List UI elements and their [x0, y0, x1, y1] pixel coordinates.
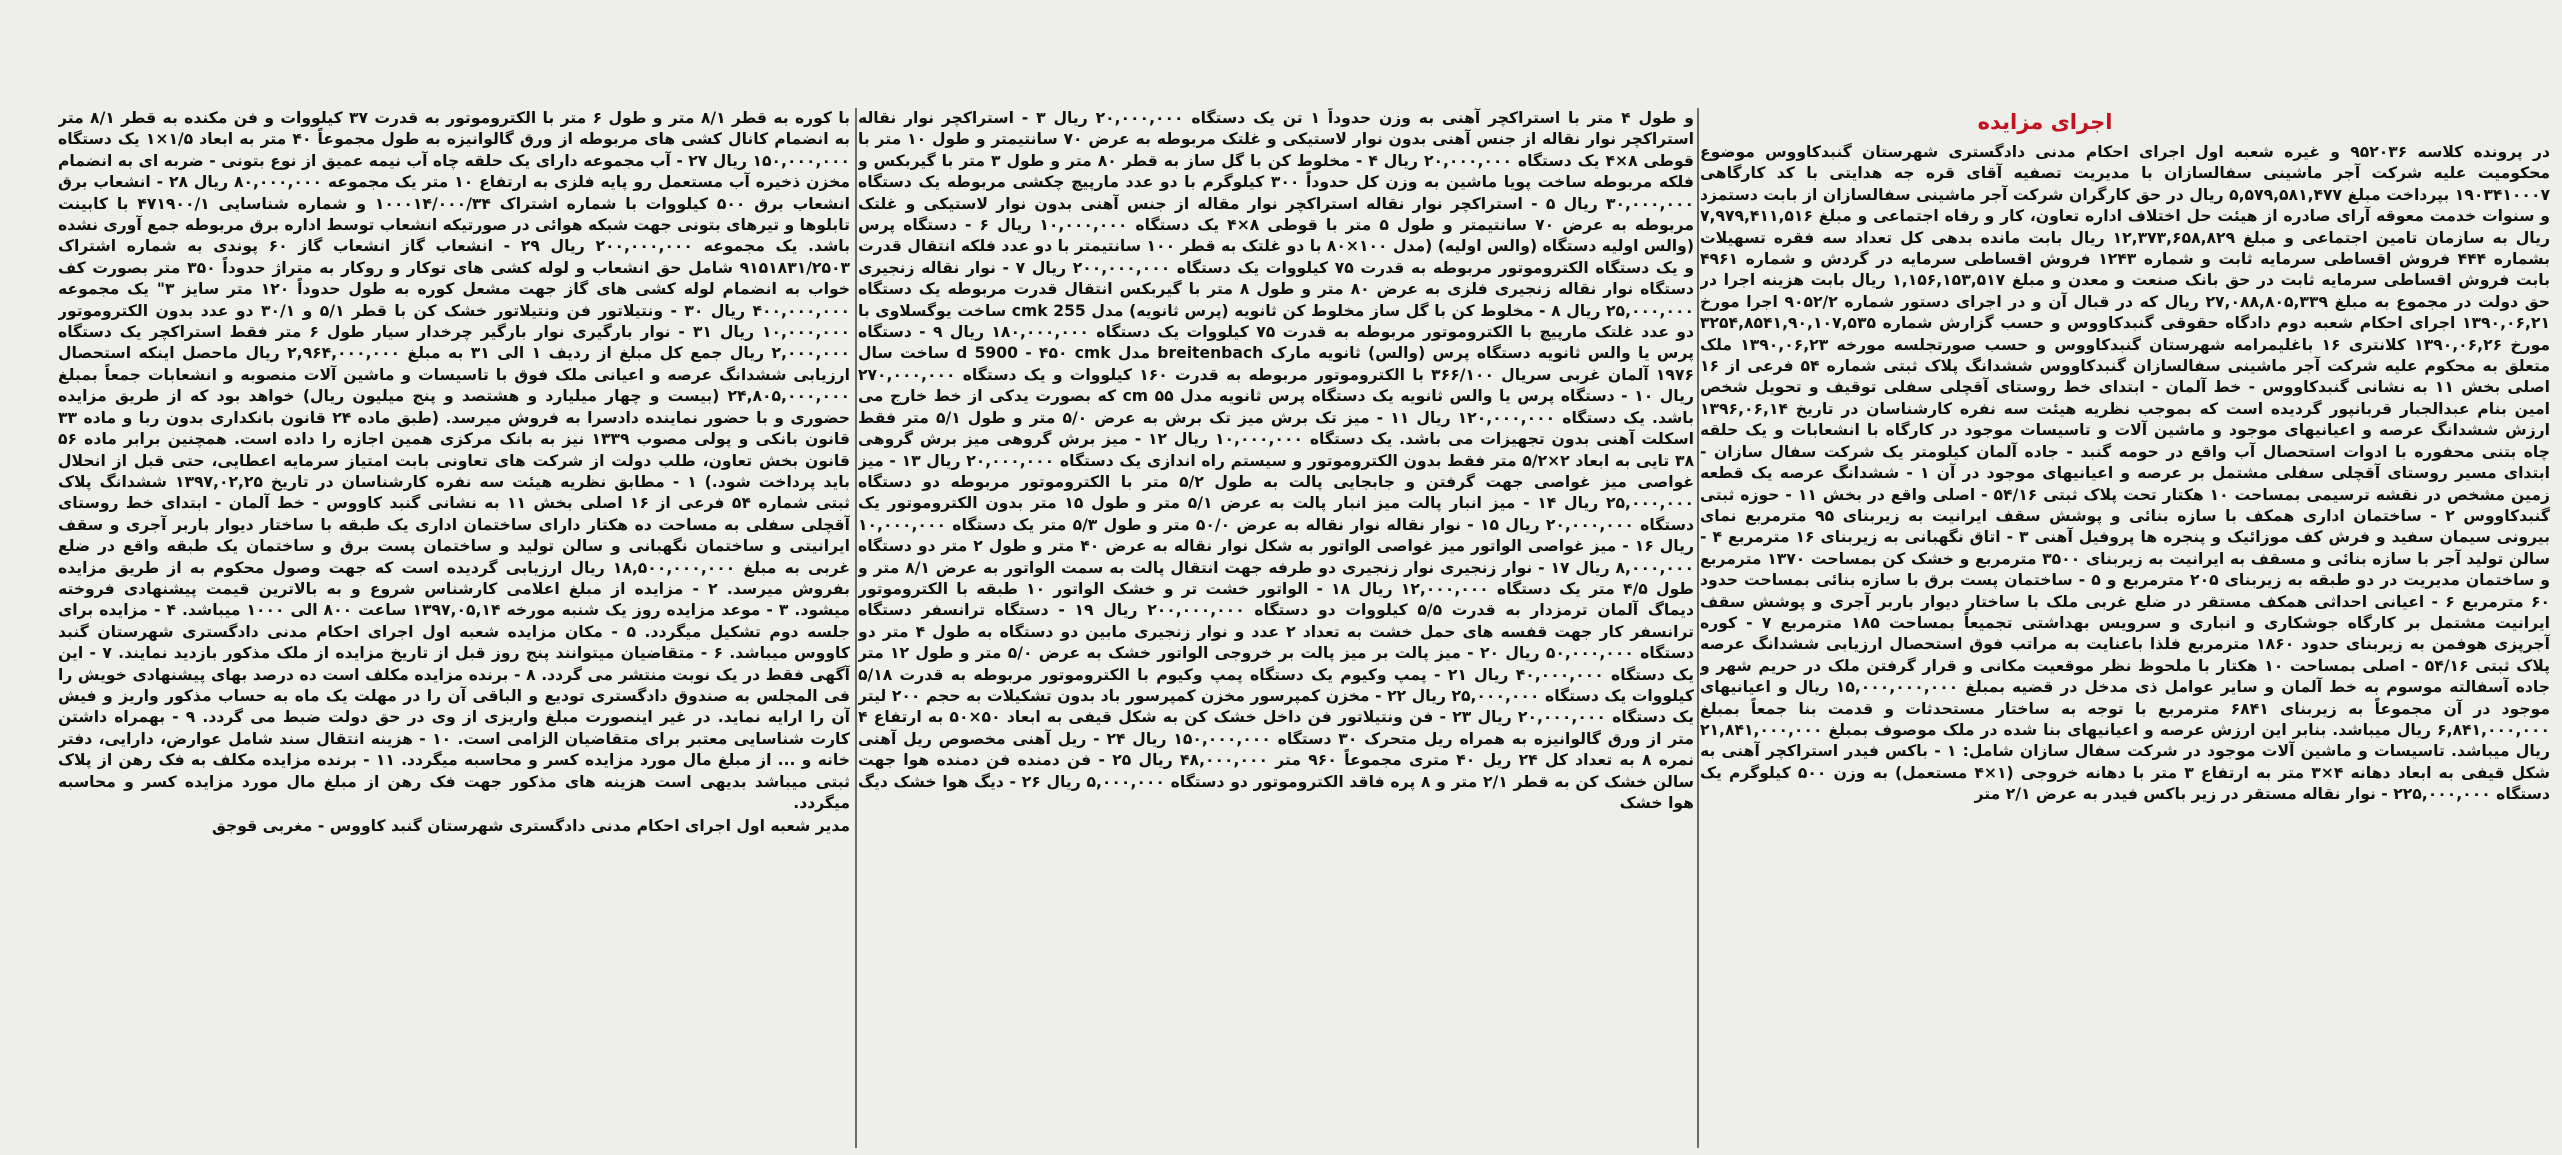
signature-line: مدیر شعبه اول اجرای احکام مدنی دادگستری شهرستان گنبد کاووس - مغربی قوجق — [211, 817, 850, 836]
column-divider — [1697, 108, 1699, 1148]
notice-title: اجرای مزایده — [1977, 110, 2113, 134]
column-middle-text: و طول ۴ متر با استراکچر آهنی به وزن حدوداً ۱ تن یک دستگاه ۲۰,۰۰۰,۰۰۰ ریال ۳ - استراکچر نوار نقاله استراکچر نوار نقاله از جنس آهنی بدون نوار لاستیکی و غلتک مربوطه به عرض ۷۰ سانتیمتر و طول ۱۰ متر با قوطی ۸×۴ یک دستگاه ۲۰,۰۰۰,۰۰۰ ریال ۴ - مخلوط کن با گل ساز به قطر ۸۰ متر و طول ۳ متر با گیربکس و فلکه مربوطه ساخت پویا ماشین به وزن کل حدوداً ۳۰۰ کیلوگرم با دو عدد مارپیچ چکشی مربوطه یک دستگاه ۳۰,۰۰۰,۰۰۰ ریال ۵ - استراکچر نوار نقاله استراکچر نوار مقاله از جنس آهنی بدون نوار لاستیکی و غلتک مربوطه به عرض ۷۰ سانتیمتر و طول ۵ متر با قوطی ۸×۴ یک دستگاه ۱۰,۰۰۰,۰۰۰ ریال ۶ - دستگاه پرس (والس اولیه دستگاه (والس اولیه) (مدل ۱۰۰×۸۰ با دو غلتک به قطر ۱۰۰ سانتیمتر با دو عدد فلکه انتقال قدرت و یک دستگاه الکتروموتور مربوطه به قدرت ۷۵ کیلووات یک دستگاه ۲۰۰,۰۰۰,۰۰۰ ریال ۷ - نوار نقاله زنجیری دستگاه نوار نقاله زنجیری فلزی به عرض ۸۰ متر و طول ۸ متر با گیربکس انتقال قدرت مربوطه یک دستگاه ۲۵,۰۰۰,۰۰۰ ریال ۸ - مخلوط کن با گل ساز مخلوط کن ثانویه (پرس ثانویه) مدل cmk 255 ساخت یوگسلاوی با دو عدد غلتک مارپیچ با الکتروموتور مربوطه به قدرت ۷۵ کیلووات یک دستگاه ۱۸۰,۰۰۰,۰۰۰ ریال ۹ - دستگاه پرس یا والس ثانویه دستگاه پرس (والس) ثانویه مارک breitenbach مدل d 5900 - ۴۵۰ cmk ساخت سال ۱۹۷۶ آلمان غربی سریال ۳۶۶/۱۰۰ با الکتروموتور مربوطه به قدرت ۱۶۰ کیلووات و یک دستگاه ۲۷۰,۰۰۰,۰۰۰ ریال ۱۰ - دستگاه پرس یا والس ثانویه یک دستگاه پرس ثانویه مدل cm ۵۵ که بصورت یدکی از خط خارج می باشد. یک دستگاه ۱۲۰,۰۰۰,۰۰۰ ریال ۱۱ - میز تک برش میز تک برش به عرض ۵/۰ متر و طول ۵/۱ متر فقط اسکلت آهنی بدون تجهیزات می باشد. یک دستگاه ۱۰,۰۰۰,۰۰۰ ریال ۱۲ - میز برش گروهی میز برش گروهی ۳۸ تایی به ابعاد ۲×۵/۲ متر فقط بدون الکتروموتور و سیستم راه اندازی یک دستگاه ۲۰,۰۰۰,۰۰۰ ریال ۱۳ - میز غواصی میز غواصی جهت گرفتن و جابجایی پالت به طول ۵/۲ متر با الکتروموتور مربوطه دو دستگاه ۲۵,۰۰۰,۰۰۰ ریال ۱۴ - میز انبار پالت میز انبار پالت به عرض ۵/۱ متر و طول ۱۵ متر بدون الکتروموتور یک دستگاه ۲۰,۰۰۰,۰۰۰ ریال ۱۵ - نوار نقاله نوار نقاله به عرض ۵۰/۰ متر و طول ۵/۳ متر یک دستگاه ۱۰,۰۰۰,۰۰۰ ریال ۱۶ - میز غواصی الواتور میز غواصی الواتور به شکل نوار نقاله به عرض ۴۰ متر و طول ۲ متر دو دستگاه ۸,۰۰۰,۰۰۰ ریال ۱۷ - نوار زنجیری نوار زنجیری دو طرفه جهت انتقال پالت به سمت الواتور به عرض ۸/۱ متر و طول ۴/۵ متر یک دستگاه ۱۲,۰۰۰,۰۰۰ ریال ۱۸ - الواتور خشت تر و خشک الواتور ۱۰ طبقه با الکتروموتور دیماگ آلمان ترمزدار به قدرت ۵/۵ کیلووات دو دستگاه ۲۰۰,۰۰۰,۰۰۰ ریال ۱۹ - دستگاه ترانسفر دستگاه ترانسفر کار جهت قفسه های حمل خشت به تعداد ۲ عدد و نوار زنجیری مابین دو دستگاه به طول ۴ متر دو دستگاه ۵۰,۰۰۰,۰۰۰ ریال ۲۰ - میز پالت بر میز پالت بر خروجی الواتور خشک به عرض ۵/۰ متر و طول ۱۲ متر یک دستگاه ۴۰,۰۰۰,۰۰۰ ریال ۲۱ - پمپ وکیوم یک دستگاه پمپ وکیوم با الکتروموتور مربوطه به قدرت ۵/۱۸ کیلووات یک دستگاه ۲۵,۰۰۰,۰۰۰ ریال ۲۲ - مخزن کمپرسور مخزن کمپرسور باد بدون تشکیلات به حجم ۲۰۰ لیتر یک دستگاه ۲۰,۰۰۰,۰۰۰ ریال ۲۳ - فن ونتیلاتور فن داخل خشک کن به شکل قیفی به ابعاد ۵۰×۵۰ به ارتفاع ۴ متر از ورق گالوانیزه به همراه ریل متحرک ۳۰ دستگاه ۱۵۰,۰۰۰,۰۰۰ ریال ۲۴ - ریل آهنی مخصوص ریل آهنی نمره ۸ به تعداد کل ۲۴ ریل ۴۰ متری مجموعاً ۹۶۰ متر ۴۸,۰۰۰,۰۰۰ ریال ۲۵ - فن دمنده فن دمنده هوا جهت سالن خشک کن به قطر ۲/۱ متر و ۸ پره فاقد الکتروموتور دو دستگاه ۵,۰۰۰,۰۰۰ ریال ۲۶ - دیگ هوا خشک دیگ هوا خشک — [858, 109, 1694, 812]
column-divider — [855, 108, 857, 1148]
column-left-text: با کوره به قطر ۸/۱ متر و طول ۶ متر با الکتروموتور به قدرت ۳۷ کیلووات و فن مکنده به قطر ۸/۱ متر به انضمام کانال کشی های مربوطه از ورق گالوانیزه به طول مجموعاً ۴۰ متر به ابعاد ۱/۵×۱ یک دستگاه ۱۵۰,۰۰۰,۰۰۰ ریال ۲۷ - آب مجموعه دارای یک حلقه چاه آب نیمه عمیق از نوع بتونی - ضربه ای به انضمام مخزن ذخیره آب مستعمل رو پایه فلزی به ارتفاع ۱۰ متر یک مجموعه ۸۰,۰۰۰,۰۰۰ ریال ۲۸ - انشعاب برق انشعاب برق ۵۰۰ کیلووات با شماره اشتراک ۱۰۰۰۱۴/۰۰۰/۳۴ و شماره شناسایی ۴۷۱۹۰۰/۱ با کابینت تابلوها و تیرهای بتونی جهت شبکه هوائی در صورتیکه انشعاب توسط اداره برق مربوطه جمع آوری نشده باشد. یک مجموعه ۲۰۰,۰۰۰,۰۰۰ ریال ۲۹ - انشعاب گاز انشعاب گاز ۶۰ پوندی به شماره اشتراک ۹۱۵۱۸۳۱/۲۵۰۳ شامل حق انشعاب و لوله کشی های توکار و روکار به متراژ حدوداً ۳۵۰ متر بصورت کف خواب به انضمام لوله کشی های گاز جهت مشعل کوره به طول حدوداً ۱۲۰ متر سایز ۳" یک مجموعه ۴۰۰,۰۰۰,۰۰۰ ریال ۳۰ - ونتیلاتور فن ونتیلاتور خشک کن با قطر ۵/۱ و ۳۰/۱ دو عدد بدون الکتروموتور ۱۰,۰۰۰,۰۰۰ ریال ۳۱ - نوار بارگیری نوار بارگیر چرخدار سیار طول ۶ متر فقط استراکچر یک دستگاه ۲,۰۰۰,۰۰۰ ریال جمع کل مبلغ از ردیف ۱ الی ۳۱ به مبلغ ۲,۹۶۴,۰۰۰,۰۰۰ ریال ماحصل اینکه استحصال ارزیابی ششدانگ عرصه و اعیانی ملک فوق با تاسیسات و ماشین آلات منصوبه و انشعابات جمعاً بمبلغ ۲۴,۸۰۵,۰۰۰,۰۰۰ (بیست و چهار میلیارد و هشتصد و پنج میلیون ریال) خواهد بود که از طریق مزایده حضوری و با حضور نماینده دادسرا به فروش میرسد. (طبق ماده ۲۴ قانون بانکداری بدون ربا و ماده ۳۳ قانون بانکی و پولی مصوب ۱۳۳۹ نیز به بانک مرکزی همین اجازه را داده است. همچنین برابر ماده ۵۶ قانون بخش تعاون، طلب دولت از شرکت های تعاونی بابت امتیاز سرمایه اعطایی، حتی قبل از انحلال باید پرداخت شود.) ۱ - مطابق نظریه هیئت سه نفره کارشناسان در تاریخ ۱۳۹۷,۰۲,۲۵ ششدانگ پلاک ثبتی شماره ۵۴ فرعی از ۱۶ اصلی بخش ۱۱ به نشانی گنبد کاووس - خط آلمان - ابتدای خط روستای آقچلی سفلی به مساحت ده هکتار دارای ساختمان اداری یک طبقه با ساختار دیوار باربر آجری و سقف ایرانیتی و ساختمان نگهبانی و سالن تولید و ساختمان پست برق و ساختمان یک طبقه واقع در ضلع غربی به مبلغ ۱۸,۵۰۰,۰۰۰,۰۰۰ ریال ارزیابی گردیده است که جهت وصول محکوم به از طریق مزایده بفروش میرسد. ۲ - مزایده از مبلغ اعلامی کارشناس شروع و به بالاترین قیمت پیشنهادی فروخته میشود. ۳ - موعد مزایده روز یک شنبه مورخه ۱۳۹۷,۰۵,۱۴ ساعت ۸۰۰ الی ۱۰۰۰ میباشد. ۴ - مزایده برای جلسه دوم تشکیل میگردد. ۵ - مکان مزایده شعبه اول اجرای احکام مدنی دادگستری شهرستان گنبد کاووس میباشد. ۶ - متقاضیان میتوانند پنج روز قبل از تاریخ مزایده از ملک مذکور بازدید نمایند. ۷ - این آگهی فقط در یک نوبت منتشر می گردد. ۸ - برنده مزایده مکلف است ده درصد بهای پیشنهادی خویش را فی المجلس به صندوق دادگستری تودیع و الباقی آن را در مهلت یک ماه به حساب مذکور واریز و فیش آن را ارایه نماید. در غیر اینصورت مبلغ واریزی از وی در حق دولت ضبط می گردد. ۹ - بهمراه داشتن کارت شناسایی معتبر برای متقاضیان الزامی است. ۱۰ - هزینه انتقال سند شامل عوارض، دارایی، دفتر خانه و ... از مبلغ مال مورد مزایده کسر و محاسبه میگردد. ۱۱ - برنده مزایده مکلف به فک رهن از پلاک ثبتی میباشد بدیهی است هزینه های مذکور جهت فک رهن از مبلغ مال مورد مزایده کسر و محاسبه میگردد. — [58, 109, 850, 812]
notice-column-right — [1700, 142, 2550, 1148]
notice-column-left — [58, 108, 850, 1148]
column-right-text: در پرونده کلاسه ۹۵۲۰۳۶ و غیره شعبه اول اجرای احکام مدنی دادگستری شهرستان گنبدکاووس موضوع محکومیت علیه شرکت آجر ماشینی سفالسازان با مدیریت تصفیه آقای قره جه هدایتی با کد کارگاهی ۱۹۰۳۴۱۰۰۰۷ بپرداخت مبلغ ۵,۵۷۹,۵۸۱,۴۷۷ ریال در حق کارگران شرکت آجر ماشینی سفالسازان از بابت دستمزد و سنوات خدمت معوقه آرای صادره از هیئت حل اختلاف اداره تعاون، کار و رفاه اجتماعی و مبلغ ۷,۹۷۹,۴۱۱,۵۱۶ ریال به سازمان تامین اجتماعی و مبلغ ۱۲,۳۷۳,۶۵۸,۸۲۹ ریال بابت مانده بدهی کل تعداد سه فقره تسهیلات بشماره ۴۴۴ فروش اقساطی سرمایه ثابت و شماره ۱۲۴۳ فروش اقساطی سرمایه در گردش و شماره ۴۹۶۱ بابت فروش اقساطی سرمایه ثابت در حق بانک صنعت و معدن و مبلغ ۱,۱۵۶,۱۵۳,۵۱۷ ریال بابت هزینه اجرا در حق دولت در مجموع به مبلغ ۲۷,۰۸۸,۸۰۵,۳۳۹ ریال که در قبال آن و در اجرای دستور شماره ۹۰۵۲/۲ اجرا مورخ ۱۳۹۰,۰۶,۲۱ اجرای احکام شعبه دوم دادگاه حقوقی گنبدکاووس و حسب گزارش شماره ۳۲۵۴,۸۵۴۱,۹۰,۱۰۷,۵۳۵ مورخ ۱۳۹۰,۰۶,۲۶ کلانتری ۱۶ باغلیمرامه شهرستان گنبدکاووس و حسب صورتجلسه مورخه ۱۳۹۰,۰۶,۲۳ ملک متعلق به محکوم علیه شرکت آجر ماشینی سفالسازان گنبدکاووس ششدانگ پلاک ثبتی شماره ۵۴ فرعی از ۱۶ اصلی بخش ۱۱ به نشانی گنبدکاووس - خط آلمان - ابتدای خط روستای آقچلی سفلی توقیف و تحویل شخص امین بنام عبدالجبار قربانپور گردیده است که بموجب نظریه هیئت سه نفره کارشناسان در تاریخ ۱۳۹۶,۰۶,۱۴ ارزش ششدانگ عرصه و اعیانیهای موجود و ماشین آلات و تاسیسات موجود در کارگاه با انشعابات و یک حلقه چاه بتنی محفوره با ادوات استحصال آب واقع در حومه گنبد - جاده آلمان کیلومتر یک شرکت سفال سازان - ابتدای مسیر روستای آقچلی سفلی مشتمل بر عرصه و اعیانیهای موجود در آن ۱ - ششدانگ عرصه یک قطعه زمین مشخص در نقشه ترسیمی بمساحت ۱۰ هکتار تحت پلاک ثبتی ۵۴/۱۶ - اصلی واقع در بخش ۱۱ - حوزه ثبتی گنبدکاووس ۲ - ساختمان اداری همکف با سازه بنائی و پوشش سقف ایرانیت به زیربنای ۹۵ مترمربع نمای بیرونی سیمان سفید و فرش کف موزائیک و پنجره ها پروفیل آهنی ۳ - اتاق نگهبانی به زیربنای ۱۶ مترمربع ۴ - سالن تولید آجر با سازه بنائی و مسقف به ایرانیت به زیربنای ۳۵۰۰ مترمربع و خشک کن بمساحت ۱۳۷۰ مترمربع و ساختمان مدیریت در دو طبقه به زیربنای ۲۰۵ مترمربع و ۵ - ساختمان پست برق با سازه بنائی بمساحت حدود ۶۰ مترمربع ۶ - اعیانی احداثی همکف مستقر در ضلع غربی ملک با ساختار دیوار باربر آجری و پوشش سقف ایرانیت مشتمل بر کارگاه جوشکاری و انباری و سرویس بهداشتی تجمیعاً بمساحت ۱۸۵ مترمربع ۷ - کوره آجرپزی هوفمن به زیربنای حدود ۱۸۶۰ مترمربع فلذا باعنایت به مراتب فوق استحصال ارزیابی ششدانگ عرصه پلاک ثبتی ۵۴/۱۶ - اصلی بمساحت ۱۰ هکتار با ملحوظ نظر موقعیت مکانی و قرار گرفتن ملک در حریم شهر و جاده آسفالته موسوم به خط آلمان و سایر عوامل ذی مدخل در قضیه بمبلغ ۱۵,۰۰۰,۰۰۰,۰۰۰ ریال و اعیانیهای موجود در آن مجموعاً به زیربنای ۶۸۴۱ مترمربع با توجه به ساختار مستحدثات و قدمت بنا جمعاً بمبلغ ۶,۸۴۱,۰۰۰,۰۰۰ ریال میباشد. بنابر این ارزش عرصه و اعیانیهای بنا شده در ملک موصوف بمبلغ ۲۱,۸۴۱,۰۰۰,۰۰۰ ریال میباشد. تاسیسات و ماشین آلات موجود در شرکت سفال سازان شامل: ۱ - باکس فیدر استراکچر آهنی به شکل قیفی به ابعاد دهانه ۴×۳ متر به ارتفاع ۳ متر با دهانه خروجی (۱×۴ مستعمل) به وزن ۵۰۰ کیلوگرم یک دستگاه ۲۲۵,۰۰۰,۰۰۰ - نوار نقاله مستقر در زیر باکس فیدر به عرض ۲/۱ متر — [1700, 143, 2550, 804]
notice-column-middle — [858, 108, 1694, 1148]
